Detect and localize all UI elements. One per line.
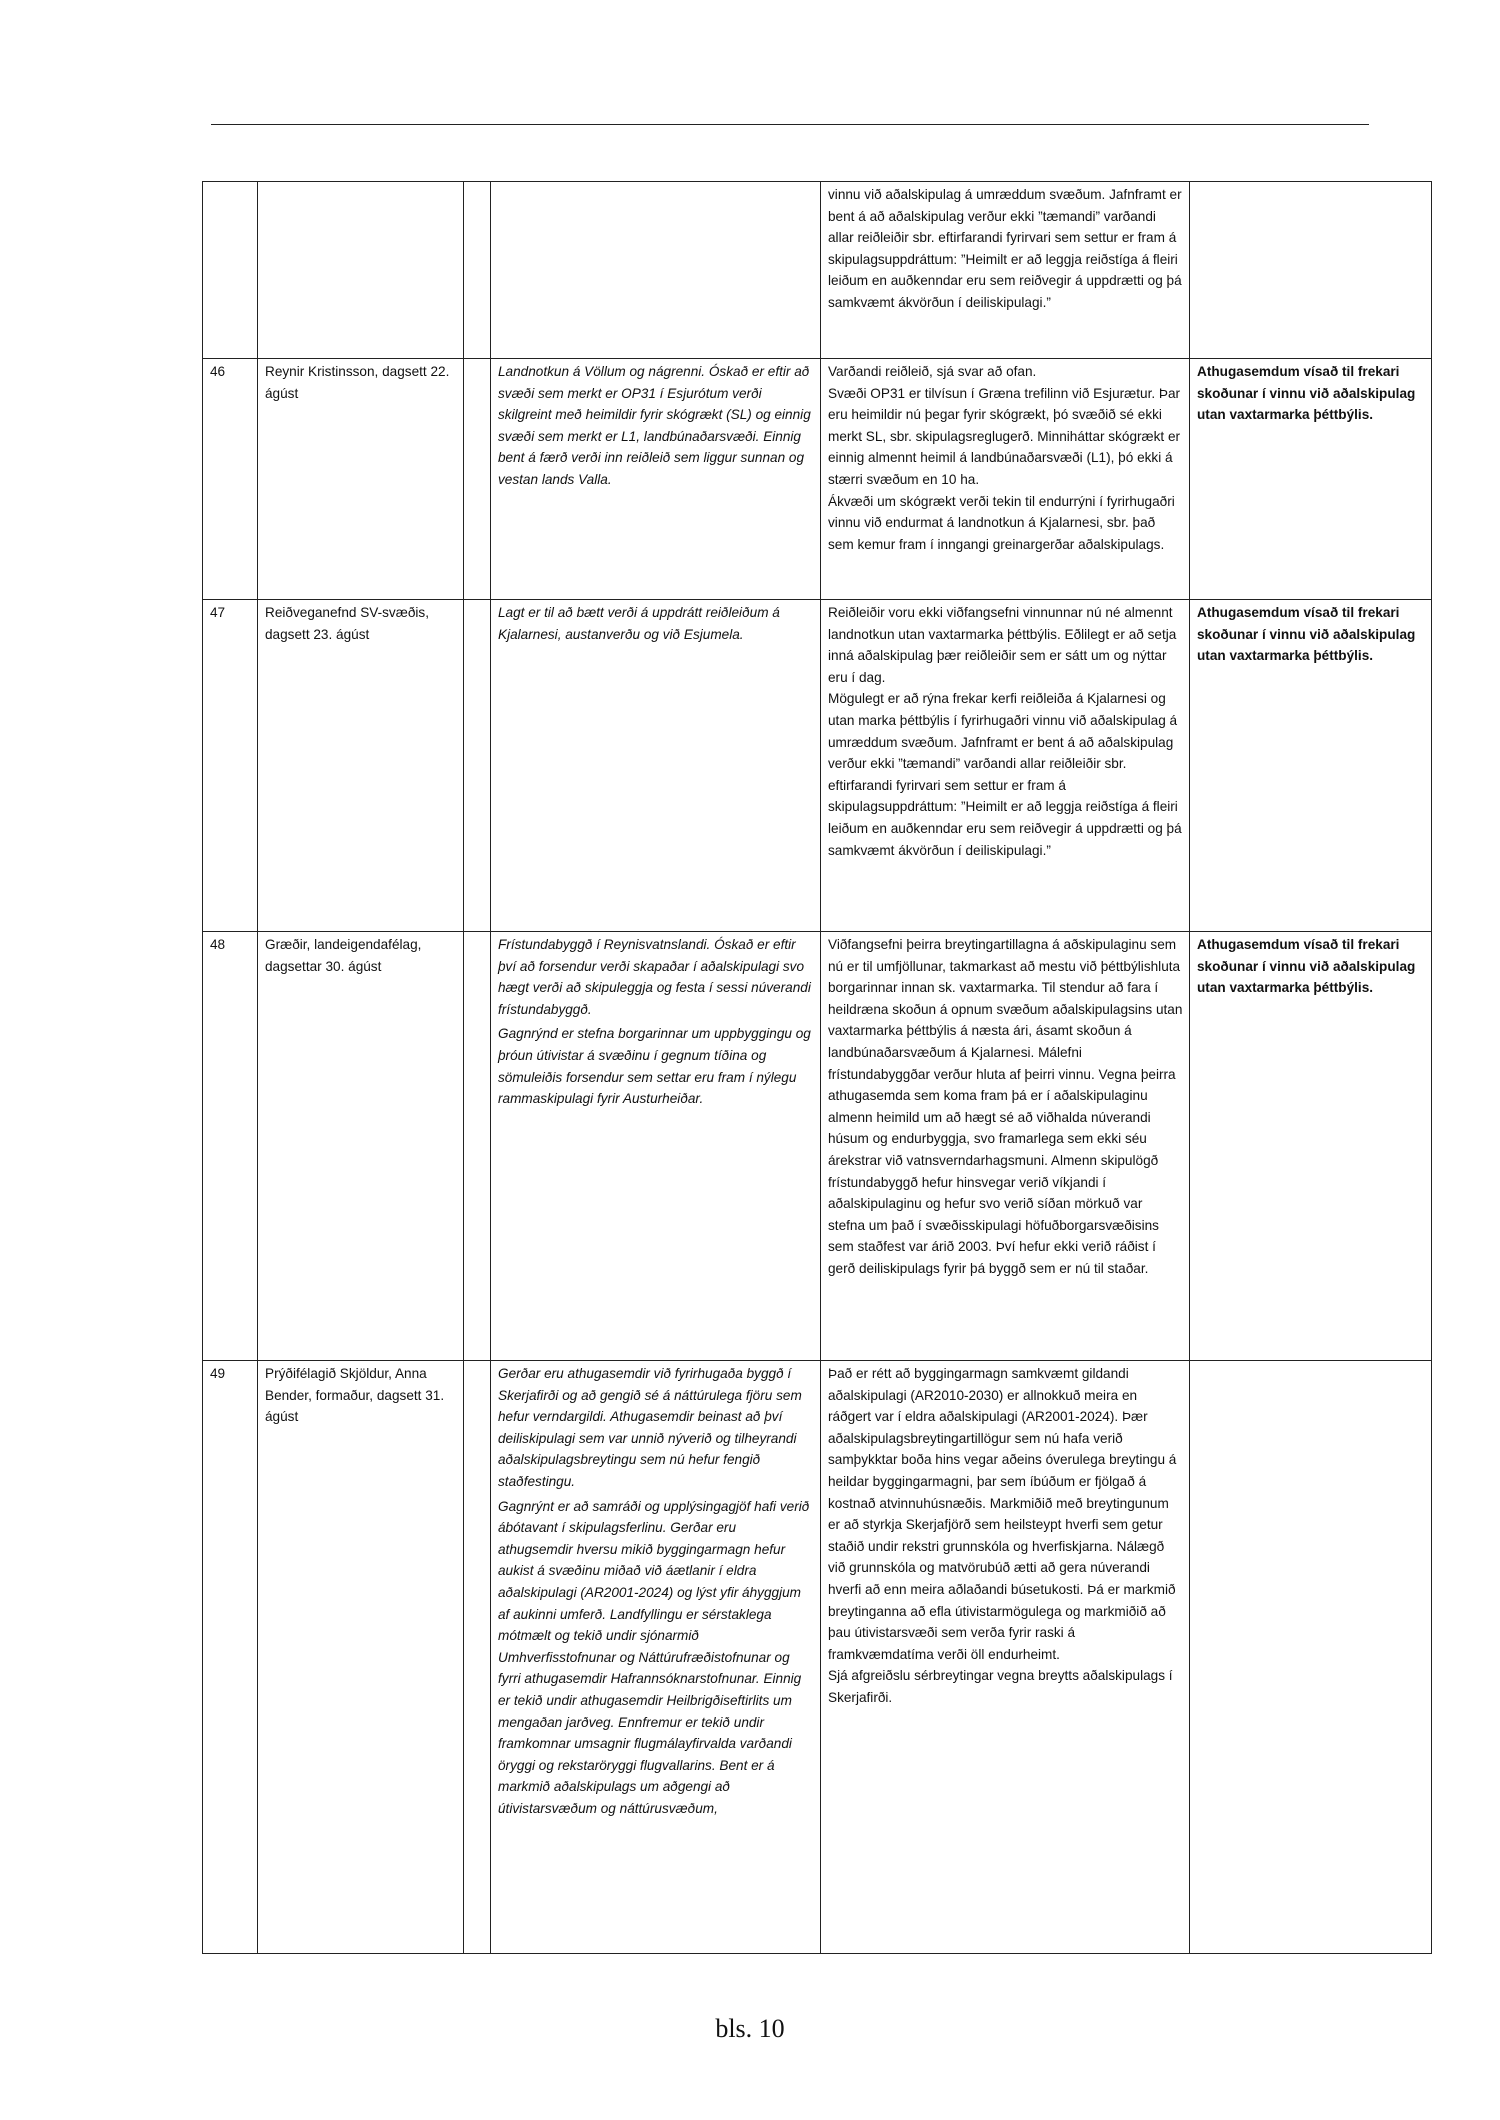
comment-paragraph: Gerðar eru athugasemdir við fyrirhugaða byggð í Skerjafirði og að gengið sé á náttúrulega fjöru sem hefur verndargildi. Athugasemdir beinast að því deiliskipulagi sem var unnið nýverið og tilheyrandi aðalskipulagsbreytingu sem nú hefur fengið staðfestingu. <box>498 1366 802 1489</box>
sender-cell: Prýðifélagið Skjöldur, Anna Bender, formaður, dagsett 31. ágúst <box>258 1361 464 1954</box>
header-rule <box>211 124 1369 125</box>
answer-paragraph: Varðandi reiðleið, sjá svar að ofan. <box>828 364 1037 379</box>
comment-cell <box>491 932 821 1361</box>
comment-cell <box>491 1361 821 1954</box>
answer-paragraph: Svæði OP31 er tilvísun í Græna trefilinn við Esjurætur. Þar eru heimildir nú þegar fyrir skógrækt, þó svæðið sé ekki merkt SL, sbr. skipulagsreglugerð. Minniháttar skógrækt er einnig almennt heimil á landbúnaðarsvæði (L1), þó ekki á stærri svæðum en 10 ha. <box>828 385 1181 487</box>
row-number <box>203 182 258 359</box>
answer-paragraph: Það er rétt að byggingarmagn samkvæmt gildandi aðalskipulagi (AR2010-2030) er allnokkuð meira en ráðgert var í eldra aðalskipulagi (AR2001-2024). Þær aðalskipulagsbreytingartillögur sem nú hafa verið samþykktar boða hins vegar aðeins óverulega breytingu á heildar byggingarmagni, þar sem íbúðum er fjölgað á kostnað atvinnuhúsnæðis. Markmiðið með breytingunum er að styrkja Skerjafjörð sem heilsteypt hverfi sem getur staðið undir rekstri grunnskóla og hverfiskjarna. Nálægð við grunnskóla og matvörubúð ætti að gera núverandi hverfi að enn meira aðlaðandi búsetukosti. Þá er markmið breytinganna að efla útivistarmögulega og markmiðið að þau útivistarsvæði sem verða fyrir raski á framkvæmdatíma verði öll endurheimt. <box>828 1366 1177 1662</box>
answer-cell <box>821 182 1190 359</box>
comment-paragraph: Gagnrýnt er að samráði og upplýsingagjöf hafi verið ábótavant í skipulagsferlinu. Gerðar eru athugsemdir hversu mikið byggingarmagn hefur aukist á svæðinu miðað við áætlanir í eldra aðalskipulagi (AR2001-2024) og lýst yfir áhyggjum af aukinni umferð. Landfyllingu er sérstaklega mótmælt og tekið undir sjónarmið Umhverfisstofnunar og Náttúrufræðistofnunar og fyrri athugasemdir Hafrannsóknarstofnunar. Einnig er tekið undir athugasemdir Heilbrigðiseftirlits um mengaðan jarðveg. Ennfremur er tekið undir framkomnar umsagnir flugmálayfirvalda varðandi öryggi og rekstaröryggi flugvallarins. Bent er á markmið aðalskipulags um aðgengi að útivistarsvæðum og náttúrusvæðum, <box>498 1498 810 1816</box>
comments-table <box>202 181 1432 1954</box>
table-row <box>203 600 1432 932</box>
row-number: 47 <box>203 600 258 932</box>
comment-paragraph: Landnotkun á Völlum og nágrenni. Óskað er eftir að svæði sem merkt er OP31 í Esjurótum verði skilgreint með heimildir fyrir skógrækt (SL) og einnig svæði sem merkt er L1, landbúnaðarsvæði. Einnig bent á færð verði inn reiðleið sem liggur sunnan og vestan lands Valla. <box>498 364 811 487</box>
answer-paragraph: Ákvæði um skógrækt verði tekin til endurrýni í fyrirhugaðri vinnu við endurmat á landnotkun á Kjalarnesi, sbr. það sem kemur fram í inngangi greinargerðar aðalskipulags. <box>828 493 1175 552</box>
result-cell: Athugasemdum vísað til frekari skoðunar í vinnu við aðalskipulag utan vaxtarmarka þéttbýlis. <box>1190 932 1432 1361</box>
blank-cell <box>464 182 491 359</box>
comment-paragraph: Lagt er til að bætt verði á uppdrátt reiðleiðum á Kjalarnesi, austanverðu og við Esjumela. <box>498 605 780 642</box>
table-row <box>203 1361 1432 1954</box>
blank-cell <box>464 932 491 1361</box>
result-cell: Athugasemdum vísað til frekari skoðunar í vinnu við aðalskipulag utan vaxtarmarka þéttbýlis. <box>1190 359 1432 600</box>
result-cell: Athugasemdum vísað til frekari skoðunar í vinnu við aðalskipulag utan vaxtarmarka þéttbýlis. <box>1190 600 1432 932</box>
blank-cell <box>464 1361 491 1954</box>
answer-cell <box>821 932 1190 1361</box>
comment-paragraph: Gagnrýnd er stefna borgarinnar um uppbyggingu og þróun útivistar á svæðinu í gegnum tíðina og sömuleiðis forsendur sem settar eru fram í nýlegu rammaskipulagi fyrir Austurheiðar. <box>498 1026 811 1107</box>
page-number: bls. 10 <box>715 2014 785 2043</box>
sender-cell: Reiðveganefnd SV-svæðis, dagsett 23. ágúst <box>258 600 464 932</box>
blank-cell <box>464 600 491 932</box>
sender-cell <box>258 182 464 359</box>
comment-paragraph: Frístundabyggð í Reynisvatnslandi. Óskað er eftir því að forsendur verði skapaðar í aðalskipulagi svo hægt verði að skipuleggja og festa í sessi núverandi frístundabyggð. <box>498 937 811 1017</box>
answer-paragraph: Reiðleiðir voru ekki viðfangsefni vinnunnar nú né almennt landnotkun utan vaxtarmarka þéttbýlis. Eðlilegt er að setja inná aðalskipulag þær reiðleiðir sem er sátt um og nýttar eru í dag. <box>828 605 1177 685</box>
row-number: 46 <box>203 359 258 600</box>
comment-cell <box>491 600 821 932</box>
answer-cell <box>821 600 1190 932</box>
answer-paragraph: vinnu við aðalskipulag á umræddum svæðum. Jafnframt er bent á að aðalskipulag verður ekki ”tæmandi” varðandi allar reiðleiðir sbr. eftirfarandi fyrirvari sem settur er fram á skipulagsuppdráttum: ”Heimilt er að leggja reiðstíga á fleiri leiðum en auðkenndar eru sem reiðvegir á uppdrætti og þá samkvæmt ákvörðun í deiliskipulagi.” <box>828 187 1182 310</box>
row-number: 49 <box>203 1361 258 1954</box>
result-cell <box>1190 182 1432 359</box>
answer-paragraph: Mögulegt er að rýna frekar kerfi reiðleiða á Kjalarnesi og utan marka þéttbýlis í fyrirhugaðri vinnu við aðalskipulag á umræddum svæðum. Jafnframt er bent á að aðalskipulag verður ekki ”tæmandi” varðandi allar reiðleiðir sbr. eftirfarandi fyrirvari sem settur er fram á skipulagsuppdráttum: ”Heimilt er að leggja reiðstíga á fleiri leiðum en auðkenndar eru sem reiðvegir á uppdrætti og þá samkvæmt ákvörðun í deiliskipulagi.” <box>828 691 1182 858</box>
answer-paragraph: Sjá afgreiðslu sérbreytingar vegna breytts aðalskipulags í Skerjafirði. <box>828 1668 1173 1705</box>
table-row <box>203 182 1432 359</box>
answer-cell <box>821 1361 1190 1954</box>
sender-cell: Græðir, landeigendafélag, dagsettar 30. ágúst <box>258 932 464 1361</box>
answer-cell <box>821 359 1190 600</box>
answer-paragraph: Viðfangsefni þeirra breytingartillagna á aðskipulaginu sem nú er til umfjöllunar, takmarkast að mestu við þéttbýlishluta borgarinnar innan sk. vaxtarmarka. Til stendur að fara í heildræna skoðun á opnum svæðum aðalskipulagsins utan vaxtarmarka þéttbýlis á næsta ári, ásamt skoðun á landbúnaðarsvæðum á Kjalarnesi. Málefni frístundabyggðar verður hluta af þeirri vinnu. Vegna þeirra athugasemda sem koma fram þá er í aðalskipulaginu almenn heimild um að hægt sé að viðhalda núverandi húsum og endurbyggja, svo framarlega sem ekki séu árekstrar við vatnsverndarhagsmuni. Almenn skipulögð frístundabyggð hefur hinsvegar verið víkjandi í aðalskipulaginu og hefur svo verið síðan mörkuð var stefna um það í svæðisskipulagi höfuðborgarsvæðisins sem staðfest var árið 2003. Því hefur ekki verið ráðist í gerð deiliskipulags fyrir þá byggð sem er nú til staðar. <box>828 937 1183 1276</box>
comment-cell <box>491 182 821 359</box>
sender-cell: Reynir Kristinsson, dagsett 22. ágúst <box>258 359 464 600</box>
table-row <box>203 932 1432 1361</box>
table-row <box>203 359 1432 600</box>
blank-cell <box>464 359 491 600</box>
comment-cell <box>491 359 821 600</box>
result-cell <box>1190 1361 1432 1954</box>
row-number: 48 <box>203 932 258 1361</box>
